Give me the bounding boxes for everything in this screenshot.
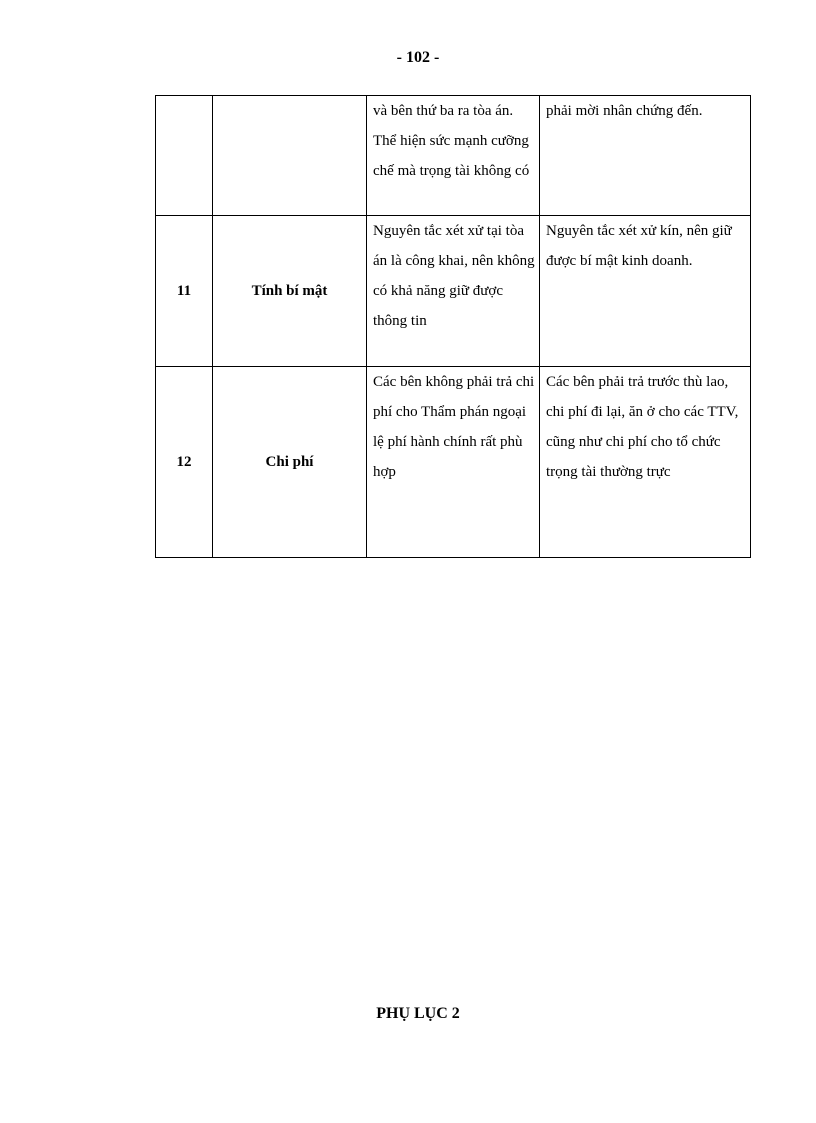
table-row — [156, 216, 751, 367]
arbitration-cell: phải mời nhân chứng đến. — [540, 96, 751, 216]
comparison-table — [155, 95, 751, 558]
row-number: 11 — [156, 216, 213, 367]
row-criteria: Chi phí — [213, 367, 367, 558]
appendix-title: PHỤ LỤC 2 — [376, 1005, 460, 1022]
arbitration-cell: Các bên phải trả trước thù lao, chi phí đi lại, ăn ở cho các TTV, cũng như chi phí cho tổ chức trọng tài thường trực — [540, 367, 751, 558]
table-row — [156, 367, 751, 558]
page-number: - 102 - — [396, 49, 440, 66]
row-criteria: Tính bí mật — [213, 216, 367, 367]
court-cell: Các bên không phải trả chi phí cho Thẩm phán ngoại lệ phí hành chính rất phù hợp — [367, 367, 540, 558]
row-number — [156, 96, 213, 216]
row-number: 12 — [156, 367, 213, 558]
arbitration-cell: Nguyên tắc xét xử kín, nên giữ được bí mật kinh doanh. — [540, 216, 751, 367]
court-cell: và bên thứ ba ra tòa án. Thể hiện sức mạnh cưỡng chế mà trọng tài không có — [367, 96, 540, 216]
table-row — [156, 96, 751, 216]
row-criteria — [213, 96, 367, 216]
court-cell: Nguyên tắc xét xử tại tòa án là công khai, nên không có khả năng giữ được thông tin — [367, 216, 540, 367]
